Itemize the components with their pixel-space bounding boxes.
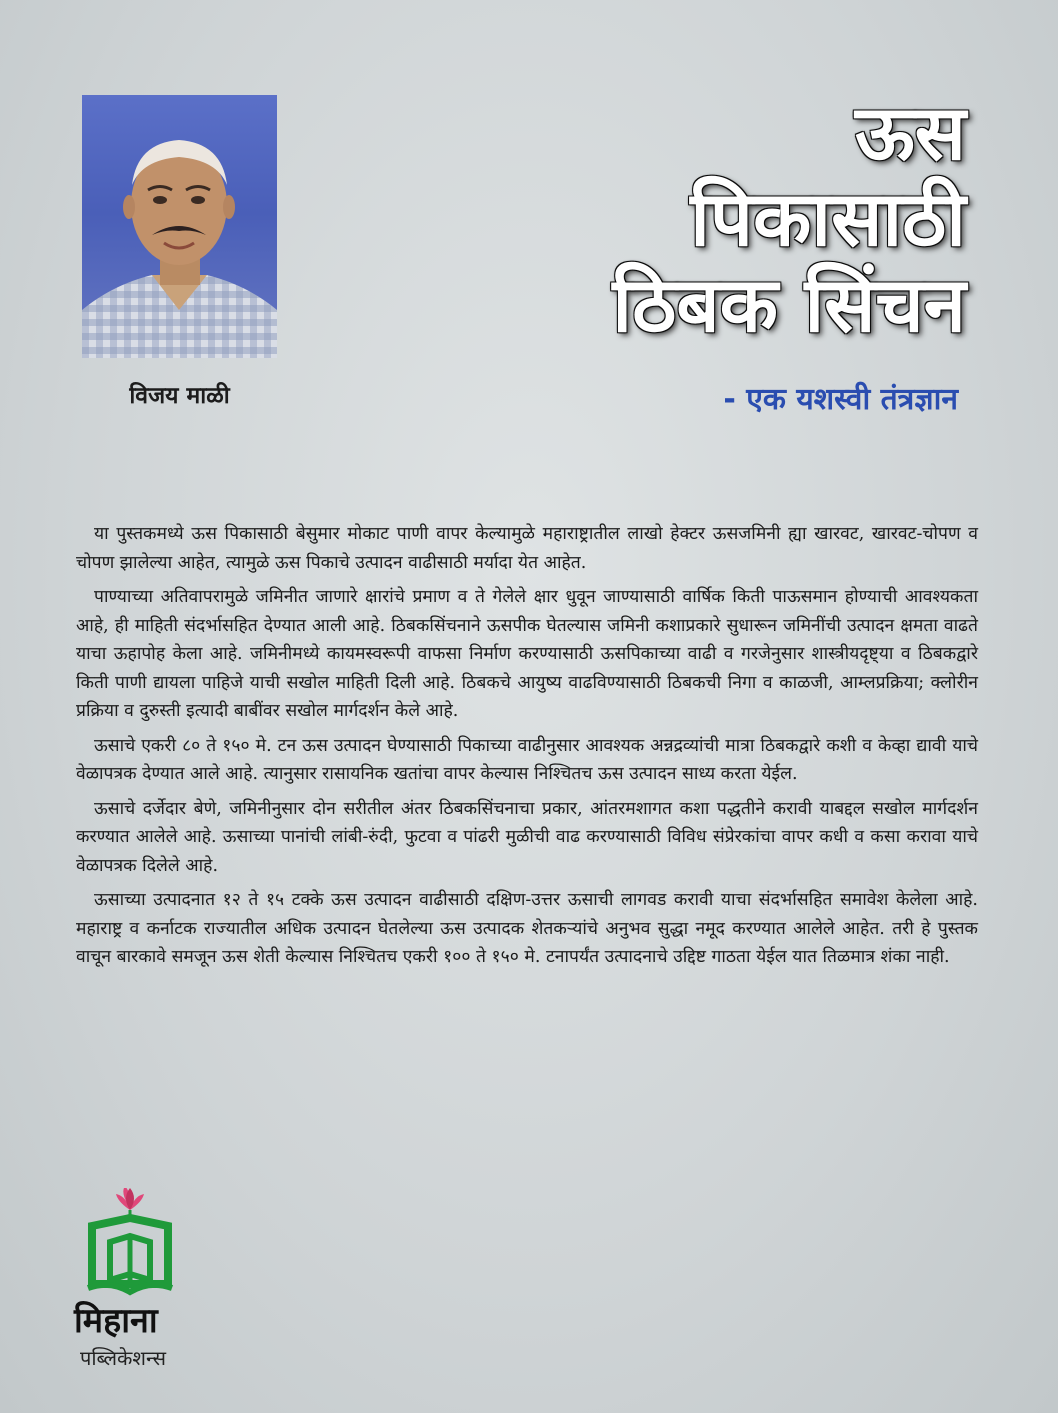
author-name: विजय माळी bbox=[129, 383, 230, 409]
title-line-2: पिकासाठी bbox=[690, 174, 966, 263]
publisher-name: मिहाना bbox=[74, 1301, 158, 1341]
author-portrait-image bbox=[82, 95, 277, 358]
title-line-3: ठिबक सिंचन bbox=[612, 260, 966, 349]
blurb-paragraph: ऊसाचे एकरी ८० ते १५० मे. टन ऊस उत्पादन घेण्यासाठी पिकाच्या वाढीनुसार आवश्यक अन्नद्रव्यांची मात्रा ठिबकद्वारे कशी व केव्हा द्यावी याचे वेळापत्रक देण्यात आले आहे. त्यानुसार रासायनिक खतांचा वापर केल्यास निश्चितच ऊस उत्पादन साध्य करता येईल. bbox=[76, 735, 978, 784]
author-photo bbox=[82, 95, 277, 358]
publisher-subtitle: पब्लिकेशन्स bbox=[80, 1346, 166, 1370]
book-subtitle: - एक यशस्वी तंत्रज्ञान bbox=[723, 382, 958, 417]
book-title bbox=[612, 90, 966, 348]
blurb bbox=[76, 520, 978, 978]
blurb-paragraph: ऊसाच्या उत्पादनात १२ ते १५ टक्के ऊस उत्पादन वाढीसाठी दक्षिण-उत्तर ऊसाची लागवड करावी याचा संदर्भासहित समावेश केलेला आहे. महाराष्ट्र व कर्नाटक राज्यातील अधिक उत्पादन घेतलेल्या ऊस उत्पादक शेतकऱ्यांचे अनुभव सुद्धा नमूद करण्यात आलेले आहेत. तरी हे पुस्तक वाचून बारकावे समजून ऊस शेती केल्यास निश्चितच एकरी १०० ते १५० मे. टनापर्यंत उत्पादनाचे उद्दिष्ट गाठता येईल यात तिळमात्र शंका नाही. bbox=[76, 890, 978, 967]
blurb-paragraph: ऊसाचे दर्जेदार बेणे, जमिनीनुसार दोन सरीतील अंतर ठिबकसिंचनाचा प्रकार, आंतरमशागत कशा पद्धतीने करावी याबद्दल सखोल मार्गदर्शन करण्यात आलेले आहे. ऊसाच्या पानांची लांबी-रुंदी, फुटवा व पांढरी मुळीची वाढ करण्यासाठी विविध संप्रेरकांचा वापर कधी व कसा करावा याचे वेळापत्रक दिलेले आहे. bbox=[76, 798, 978, 876]
blurb-paragraph: पाण्याच्या अतिवापरामुळे जमिनीत जाणारे क्षारांचे प्रमाण व ते गेलेले क्षार धुवून जाण्यासाठी वार्षिक किती पाऊसमान होण्याची आवश्यकता आहे, ही माहिती संदर्भासहित देण्यात आली आहे. ठिबकसिंचनाने ऊसपीक घेतल्यास जमिनी कशाप्रकारे सुधारून जमिनींची उत्पादन क्षमता वाढते याचा ऊहापोह केला आहे. जमिनीमध्ये कायमस्वरूपी वाफसा निर्माण करण्यासाठी ऊसपिकाच्या वाढी व गरजेनुसार शास्त्रीयदृष्ट्या व ठिबकद्वारे किती पाणी द्यायला पाहिजे याची सखोल माहिती दिली आहे. ठिबकचे आयुष्य वाढविण्यासाठी ठिबकची निगा व काळजी, आम्लप्रक्रिया; क्लोरीन प्रक्रिया व दुरुस्ती इत्यादी बाबींवर सखोल मार्गदर्शन केले आहे. bbox=[76, 587, 978, 721]
title-line-1: ऊस bbox=[854, 88, 966, 177]
blurb-paragraph: या पुस्तकमध्ये ऊस पिकासाठी बेसुमार मोकाट पाणी वापर केल्यामुळे महाराष्ट्रातील लाखो हेक्टर ऊसजमिनी ह्या खारवट, खारवट-चोपण व चोपण झालेल्या आहेत, त्यामुळे ऊस पिकाचे उत्पादन वाढीसाठी मर्यादा येत आहेत. bbox=[76, 524, 978, 573]
